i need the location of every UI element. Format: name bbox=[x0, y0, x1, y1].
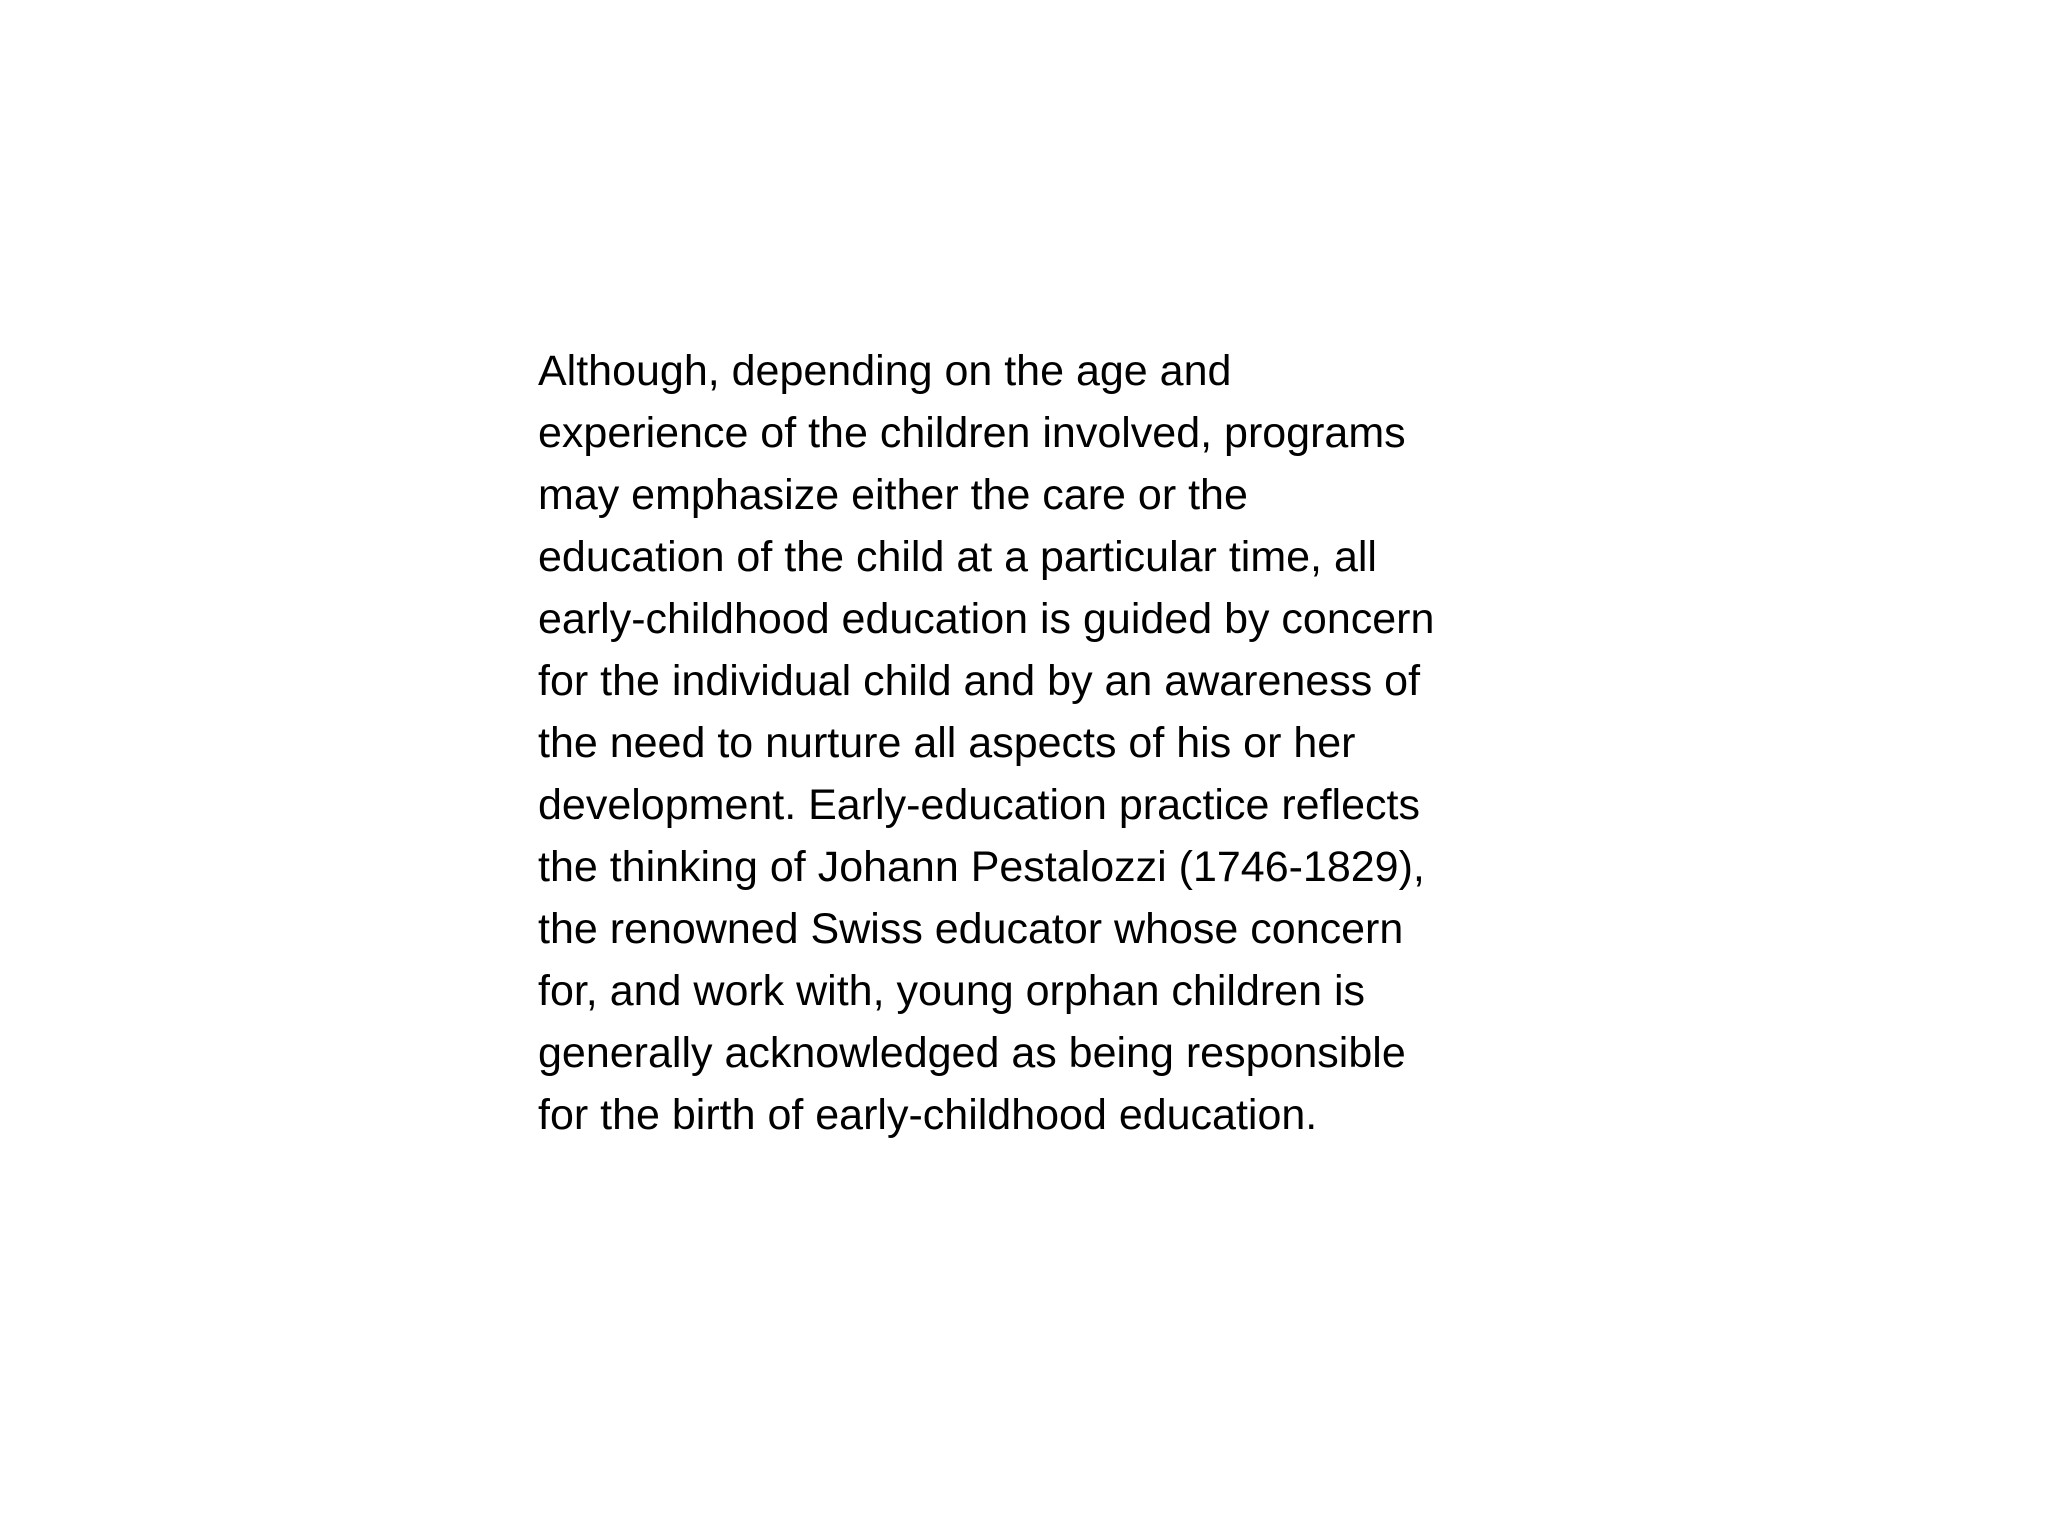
passage-line: early-childhood education is guided by concern bbox=[538, 595, 1435, 643]
text-passage bbox=[538, 340, 1618, 1146]
passage-line: for the birth of early-childhood education. bbox=[538, 1091, 1318, 1139]
passage-line: development. Early-education practice reflects bbox=[538, 781, 1420, 829]
passage-line: the renowned Swiss educator whose concern bbox=[538, 905, 1404, 953]
passage-line: for, and work with, young orphan children is bbox=[538, 967, 1366, 1015]
passage-line: Although, depending on the age and bbox=[538, 347, 1232, 395]
passage-line: experience of the children involved, programs bbox=[538, 409, 1406, 457]
passage-line: may emphasize either the care or the bbox=[538, 471, 1248, 519]
passage-line: education of the child at a particular time, all bbox=[538, 533, 1377, 581]
passage-line: for the individual child and by an awareness of bbox=[538, 657, 1421, 705]
passage-line: the need to nurture all aspects of his or her bbox=[538, 719, 1356, 767]
passage-line: the thinking of Johann Pestalozzi (1746-1829), bbox=[538, 843, 1425, 891]
passage-line: generally acknowledged as being responsible bbox=[538, 1029, 1406, 1077]
